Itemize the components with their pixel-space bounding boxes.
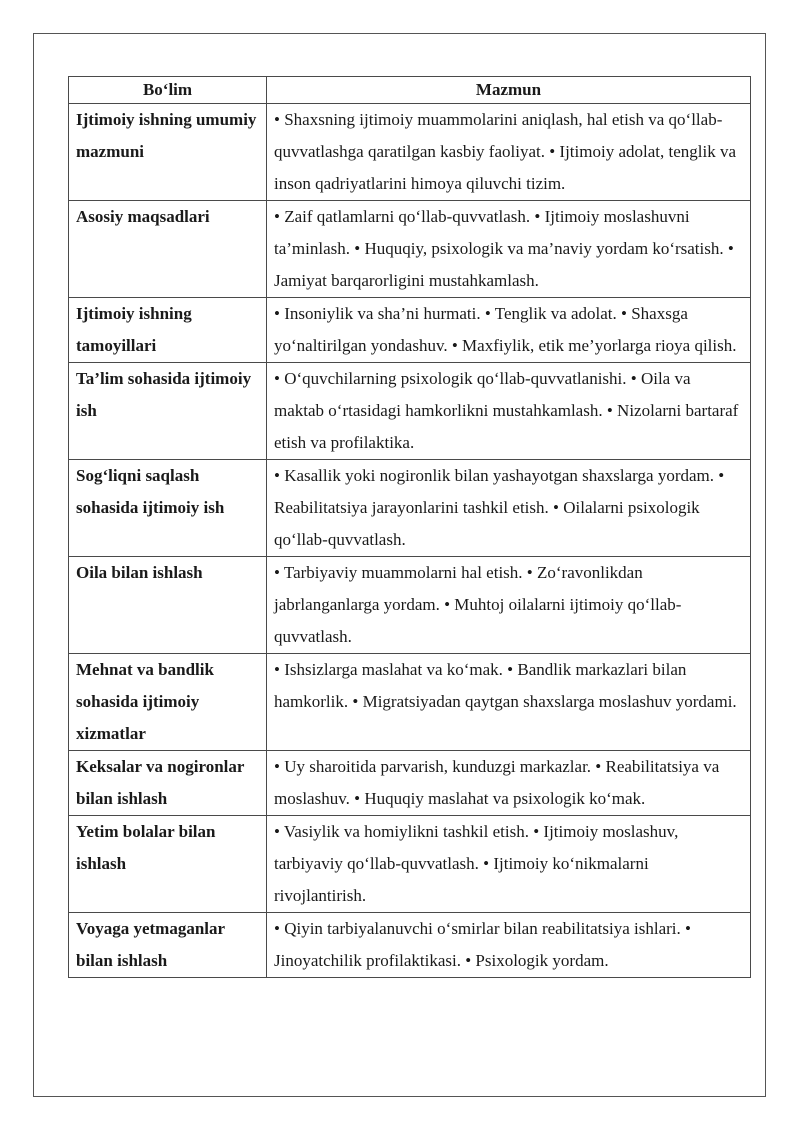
table-header-row — [69, 77, 751, 104]
table-row — [69, 104, 751, 201]
content-table — [68, 76, 751, 978]
row-mazmun: • Qiyin tarbiyalanuvchi o‘smirlar bilan reabilitatsiya ishlari. • Jinoyatchilik profilaktikasi. • Psixologik yordam. — [267, 913, 751, 978]
table-row — [69, 201, 751, 298]
table-row — [69, 654, 751, 751]
table-row — [69, 557, 751, 654]
row-mazmun: • Kasallik yoki nogironlik bilan yashayotgan shaxslarga yordam. • Reabilitatsiya jarayonlarini tashkil etish. • Oilalarni psixologik qo‘llab-quvvatlash. — [267, 460, 751, 557]
table-row — [69, 363, 751, 460]
row-mazmun: • Uy sharoitida parvarish, kunduzgi markazlar. • Reabilitatsiya va moslashuv. • Huquqiy maslahat va psixologik ko‘mak. — [267, 751, 751, 816]
row-mazmun: • Ishsizlarga maslahat va ko‘mak. • Bandlik markazlari bilan hamkorlik. • Migratsiyadan qaytgan shaxslarga moslashuv yordami. — [267, 654, 751, 751]
row-bolim: Ta’lim sohasida ijtimoiy ish — [69, 363, 267, 460]
row-mazmun: • Insoniylik va sha’ni hurmati. • Tenglik va adolat. • Shaxsga yo‘naltirilgan yondashuv. • Maxfiylik, etik me’yorlarga rioya qilish. — [267, 298, 751, 363]
row-mazmun: • Vasiylik va homiylikni tashkil etish. • Ijtimoiy moslashuv, tarbiyaviy qo‘llab-quvvatlash. • Ijtimoiy ko‘nikmalarni rivojlantirish. — [267, 816, 751, 913]
row-bolim: Ijtimoiy ishning umumiy mazmuni — [69, 104, 267, 201]
table-row — [69, 298, 751, 363]
table-row — [69, 913, 751, 978]
table-row — [69, 460, 751, 557]
table-row — [69, 816, 751, 913]
row-bolim: Yetim bolalar bilan ishlash — [69, 816, 267, 913]
row-bolim: Sog‘liqni saqlash sohasida ijtimoiy ish — [69, 460, 267, 557]
row-bolim: Voyaga yetmaganlar bilan ishlash — [69, 913, 267, 978]
header-bolim: Bo‘lim — [69, 77, 267, 104]
row-mazmun: • O‘quvchilarning psixologik qo‘llab-quvvatlanishi. • Oila va maktab o‘rtasidagi hamkorlikni mustahkamlash. • Nizolarni bartaraf etish va profilaktika. — [267, 363, 751, 460]
table-row — [69, 751, 751, 816]
header-mazmun: Mazmun — [267, 77, 751, 104]
row-bolim: Mehnat va bandlik sohasida ijtimoiy xizmatlar — [69, 654, 267, 751]
row-bolim: Oila bilan ishlash — [69, 557, 267, 654]
row-mazmun: • Shaxsning ijtimoiy muammolarini aniqlash, hal etish va qo‘llab-quvvatlashga qaratilgan kasbiy faoliyat. • Ijtimoiy adolat, tenglik va inson qadriyatlarini himoya qiluvchi tizim. — [267, 104, 751, 201]
row-mazmun: • Zaif qatlamlarni qo‘llab-quvvatlash. • Ijtimoiy moslashuvni ta’minlash. • Huquqiy, psixologik va ma’naviy yordam ko‘rsatish. • Jamiyat barqarorligini mustahkamlash. — [267, 201, 751, 298]
row-bolim: Asosiy maqsadlari — [69, 201, 267, 298]
row-bolim: Ijtimoiy ishning tamoyillari — [69, 298, 267, 363]
row-mazmun: • Tarbiyaviy muammolarni hal etish. • Zo‘ravonlikdan jabrlanganlarga yordam. • Muhtoj oilalarni ijtimoiy qo‘llab-quvvatlash. — [267, 557, 751, 654]
row-bolim: Keksalar va nogironlar bilan ishlash — [69, 751, 267, 816]
